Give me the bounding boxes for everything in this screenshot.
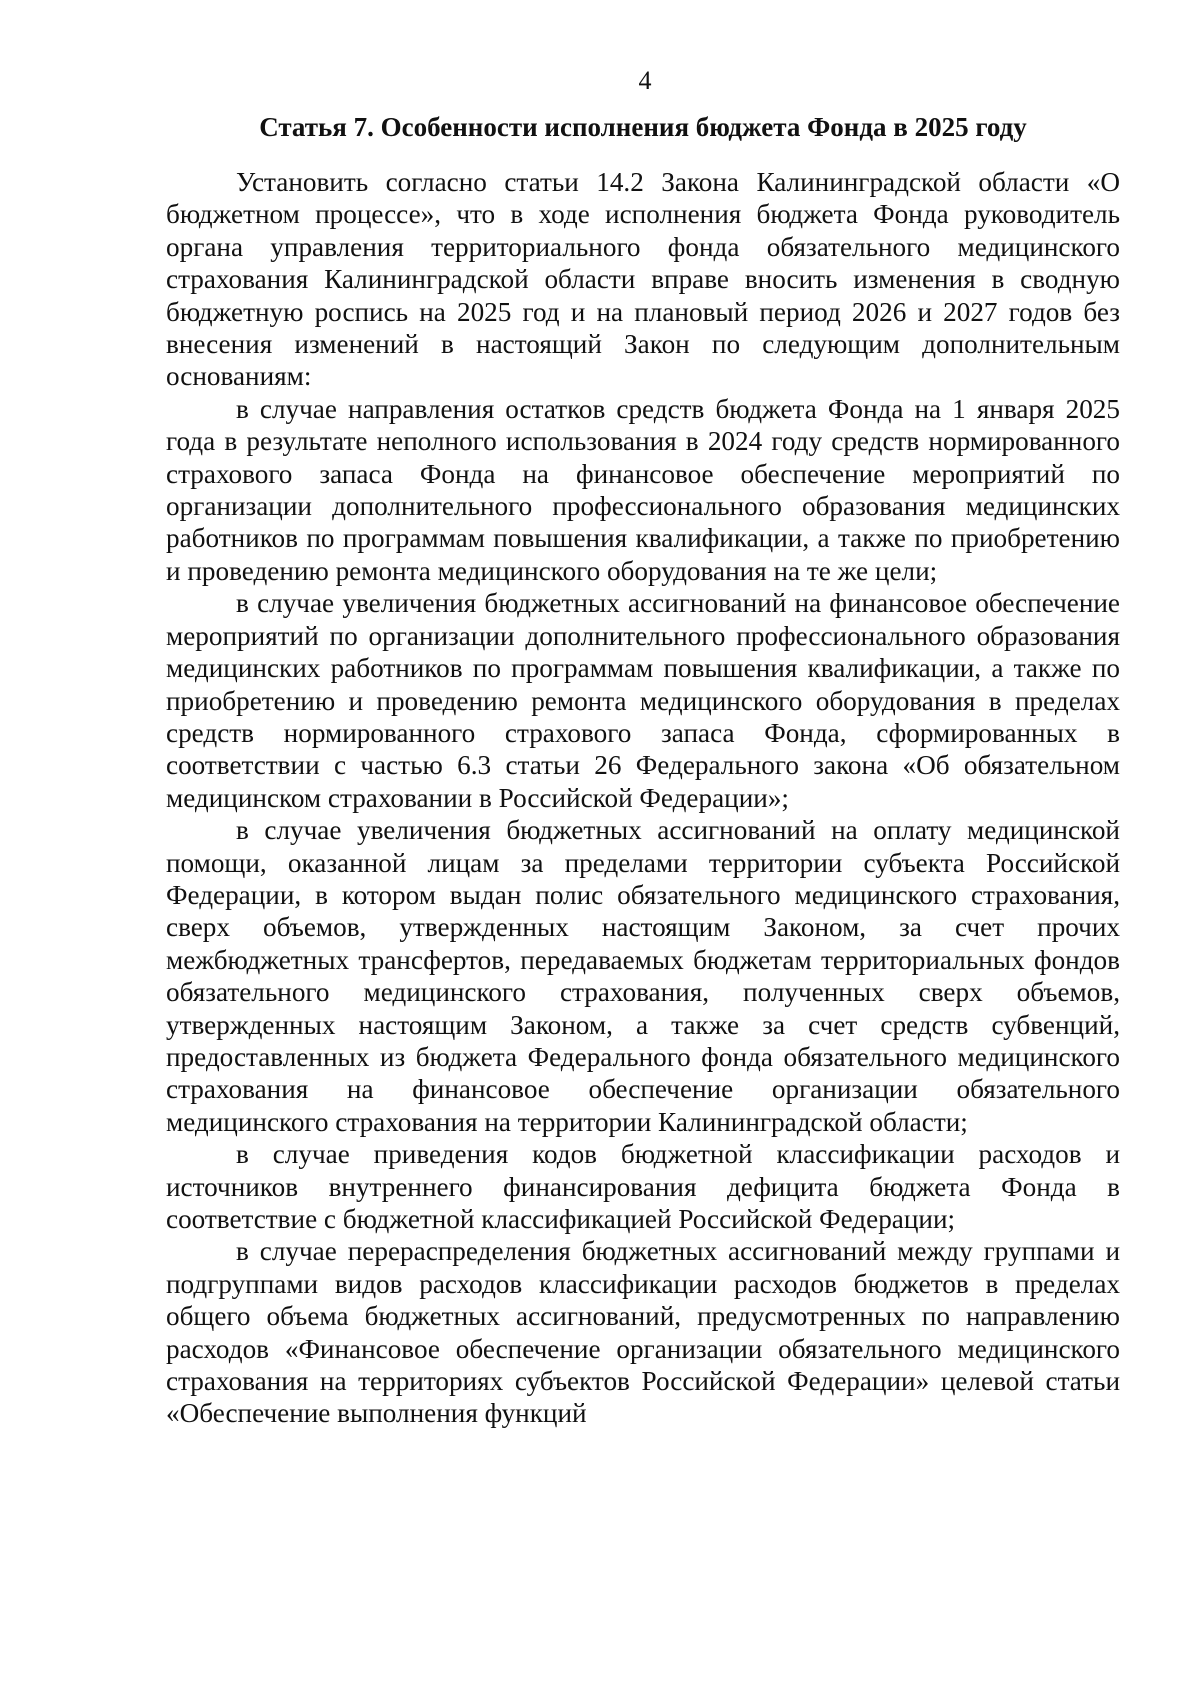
page-number: 4 (638, 66, 652, 95)
paragraph-reserve-increase: в случае увеличения бюджетных ассигнований на финансовое обеспечение мероприятий по организации дополнительного профессионального образования медицинских работников по программам повышения квалификации, а также по приобретению и проведению ремонта медицинского оборудования в пределах средств нормированного страхового запаса Фонда, сформированных в соответствии с частью 6.3 статьи 26 Федерального закона «Об обязательном медицинском страховании в Российской Федерации»; (166, 588, 1120, 813)
paragraph-redistribution: в случае перераспределения бюджетных ассигнований между группами и подгруппами видов расходов классификации расходов бюджетов в пределах общего объема бюджетных ассигнований, предусмотренных по направлению расходов «Финансовое обеспечение организации обязательного медицинского страхования на территориях субъектов Российской Федерации» целевой статьи «Обеспечение выполнения функций (166, 1236, 1120, 1429)
article-heading: Статья 7. Особенности исполнения бюджета Фонда в 2025 году (259, 112, 1027, 142)
paragraph-reserve-remainders: в случае направления остатков средств бюджета Фонда на 1 января 2025 года в результате неполного использования в 2024 году средств нормированного страхового запаса Фонда на финансовое обеспечение мероприятий по организации дополнительного профессионального образования медицинских работников по программам повышения квалификации, а также по приобретению и проведению ремонта медицинского оборудования на те же цели; (166, 393, 1120, 586)
article-body (166, 166, 1120, 1430)
paragraph-care-outside-region: в случае увеличения бюджетных ассигнований на оплату медицинской помощи, оказанной лицам за пределами территории субъекта Российской Федерации, в котором выдан полис обязательного медицинского страхования, сверх объемов, утвержденных настоящим Законом, за счет прочих межбюджетных трансфертов, передаваемых бюджетам территориальных фондов обязательного медицинского страхования, полученных сверх объемов, утвержденных настоящим Законом, а также за счет средств субвенций, предоставленных из бюджета Федерального фонда обязательного медицинского страхования на финансовое обеспечение организации обязательного медицинского страхования на территории Калининградской области; (166, 815, 1120, 1137)
paragraph-classification-codes: в случае приведения кодов бюджетной классификации расходов и источников внутреннего финансирования дефицита бюджета Фонда в соответствие с бюджетной классификацией Российской Федерации; (166, 1139, 1120, 1234)
paragraph-intro: Установить согласно статьи 14.2 Закона Калининградской области «О бюджетном процессе», что в ходе исполнения бюджета Фонда руководитель органа управления территориального фонда обязательного медицинского страхования Калининградской области вправе вносить изменения в сводную бюджетную роспись на 2025 год и на плановый период 2026 и 2027 годов без внесения изменений в настоящий Закон по следующим дополнительным основаниям: (166, 167, 1120, 392)
